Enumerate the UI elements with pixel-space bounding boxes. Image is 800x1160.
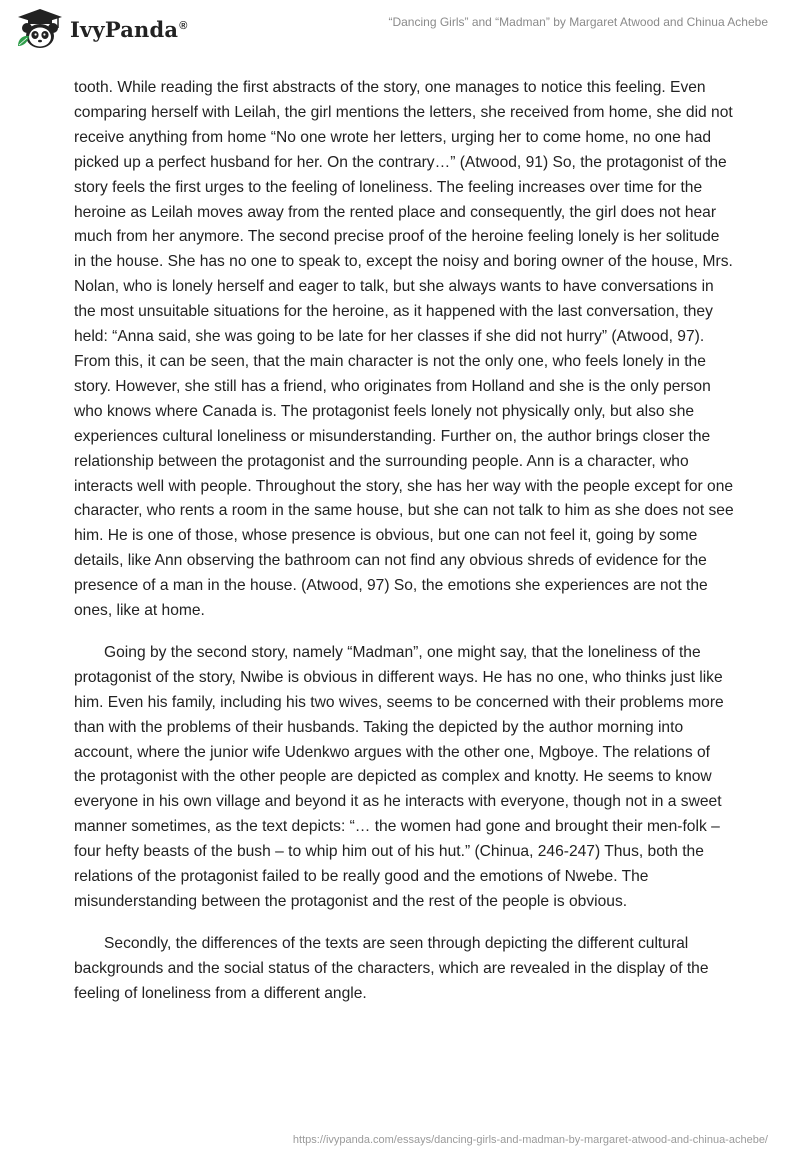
registered-mark: ® (179, 19, 188, 32)
brand-name-text: IvyPanda (70, 16, 179, 42)
document-title: “Dancing Girls” and “Madman” by Margaret Atwood and Chinua Achebe (388, 15, 768, 29)
paragraph: Going by the second story, namely “Madman”, one might say, that the loneliness of the protagonist of the story, Nwibe is obvious in different ways. He has no one, who thinks just like him. Even his family, including his two wives, seems to be concerned with their problems more than with the problems of their husbands. Taking the depicted by the author morning into account, where the junior wife Udenkwo argues with the other one, Mgboye. The relations of the protagonist with the other people are depicted as complex and knotty. He seems to know everyone in his own village and beyond it as he interacts with everyone, though not in a sweet manner sometimes, as the text depicts: “… the women had gone and brought their men-folk – four hefty beasts of the bush – to whip him out of his hut.” (Chinua, 246-247) Thus, both the relations of the protagonist failed to be really good and the emotions of Nwebe. The misunderstanding between the protagonist and the rest of the people is obvious. (74, 643, 724, 910)
brand-name (70, 17, 188, 42)
essay-body (74, 76, 734, 1024)
panda-graduate-icon (14, 8, 66, 50)
source-url[interactable]: https://ivypanda.com/essays/dancing-girls-and-madman-by-margaret-atwood-and-chinua-achebe/ (292, 1134, 768, 1146)
paragraph: Secondly, the differences of the texts are seen through depicting the different cultural backgrounds and the social status of the characters, which are revealed in the display of the feeling of loneliness from a different angle. (74, 934, 709, 1002)
page-header (0, 0, 800, 62)
paragraph: tooth. While reading the first abstracts of the story, one manages to notice this feeling. Even comparing herself with Leilah, the girl mentions the letters, she received from home, she did not receive anything from home “No one wrote her letters, urging her to come home, no one had picked up a perfect husband for her. On the contrary…” (Atwood, 91) So, the protagonist of the story feels the first urges to the feeling of loneliness. The feeling increases over time for the heroine as Leilah moves away from the rented place and consequently, the girl does not hear much from her anymore. The second precise proof of the heroine feeling lonely is her solitude in the house. She has no one to speak to, except the noisy and boring owner of the house, Mrs. Nolan, who is lonely herself and eager to talk, but she always wants to have conversations in the most unsuitable situations for the heroine, as it happened with the last conversation, they held: “Anna said, she was going to be late for her classes if she did not hurry” (Atwood, 97). From this, it can be seen, that the main character is not the only one, who feels lonely in the story. However, she still has a friend, who originates from Holland and she is the only person who knows where Canada is. The protagonist feels lonely not physically only, but also she experiences cultural loneliness or misunderstanding. Further on, the author brings closer the relationship between the protagonist and the surrounding people. Ann is a character, who interacts well with people. Throughout the story, she has her way with the people except for one character, who rents a room in the same house, but she can not talk to him as she does not see him. He is one of those, whose presence is obvious, but one can not feel it, going by some details, like Ann observing the bathroom can not find any obvious shreds of evidence for the presence of a man in the house. (Atwood, 97) So, the emotions she experiences are not the ones, like at home. (74, 79, 734, 620)
brand-logo[interactable] (14, 8, 188, 50)
